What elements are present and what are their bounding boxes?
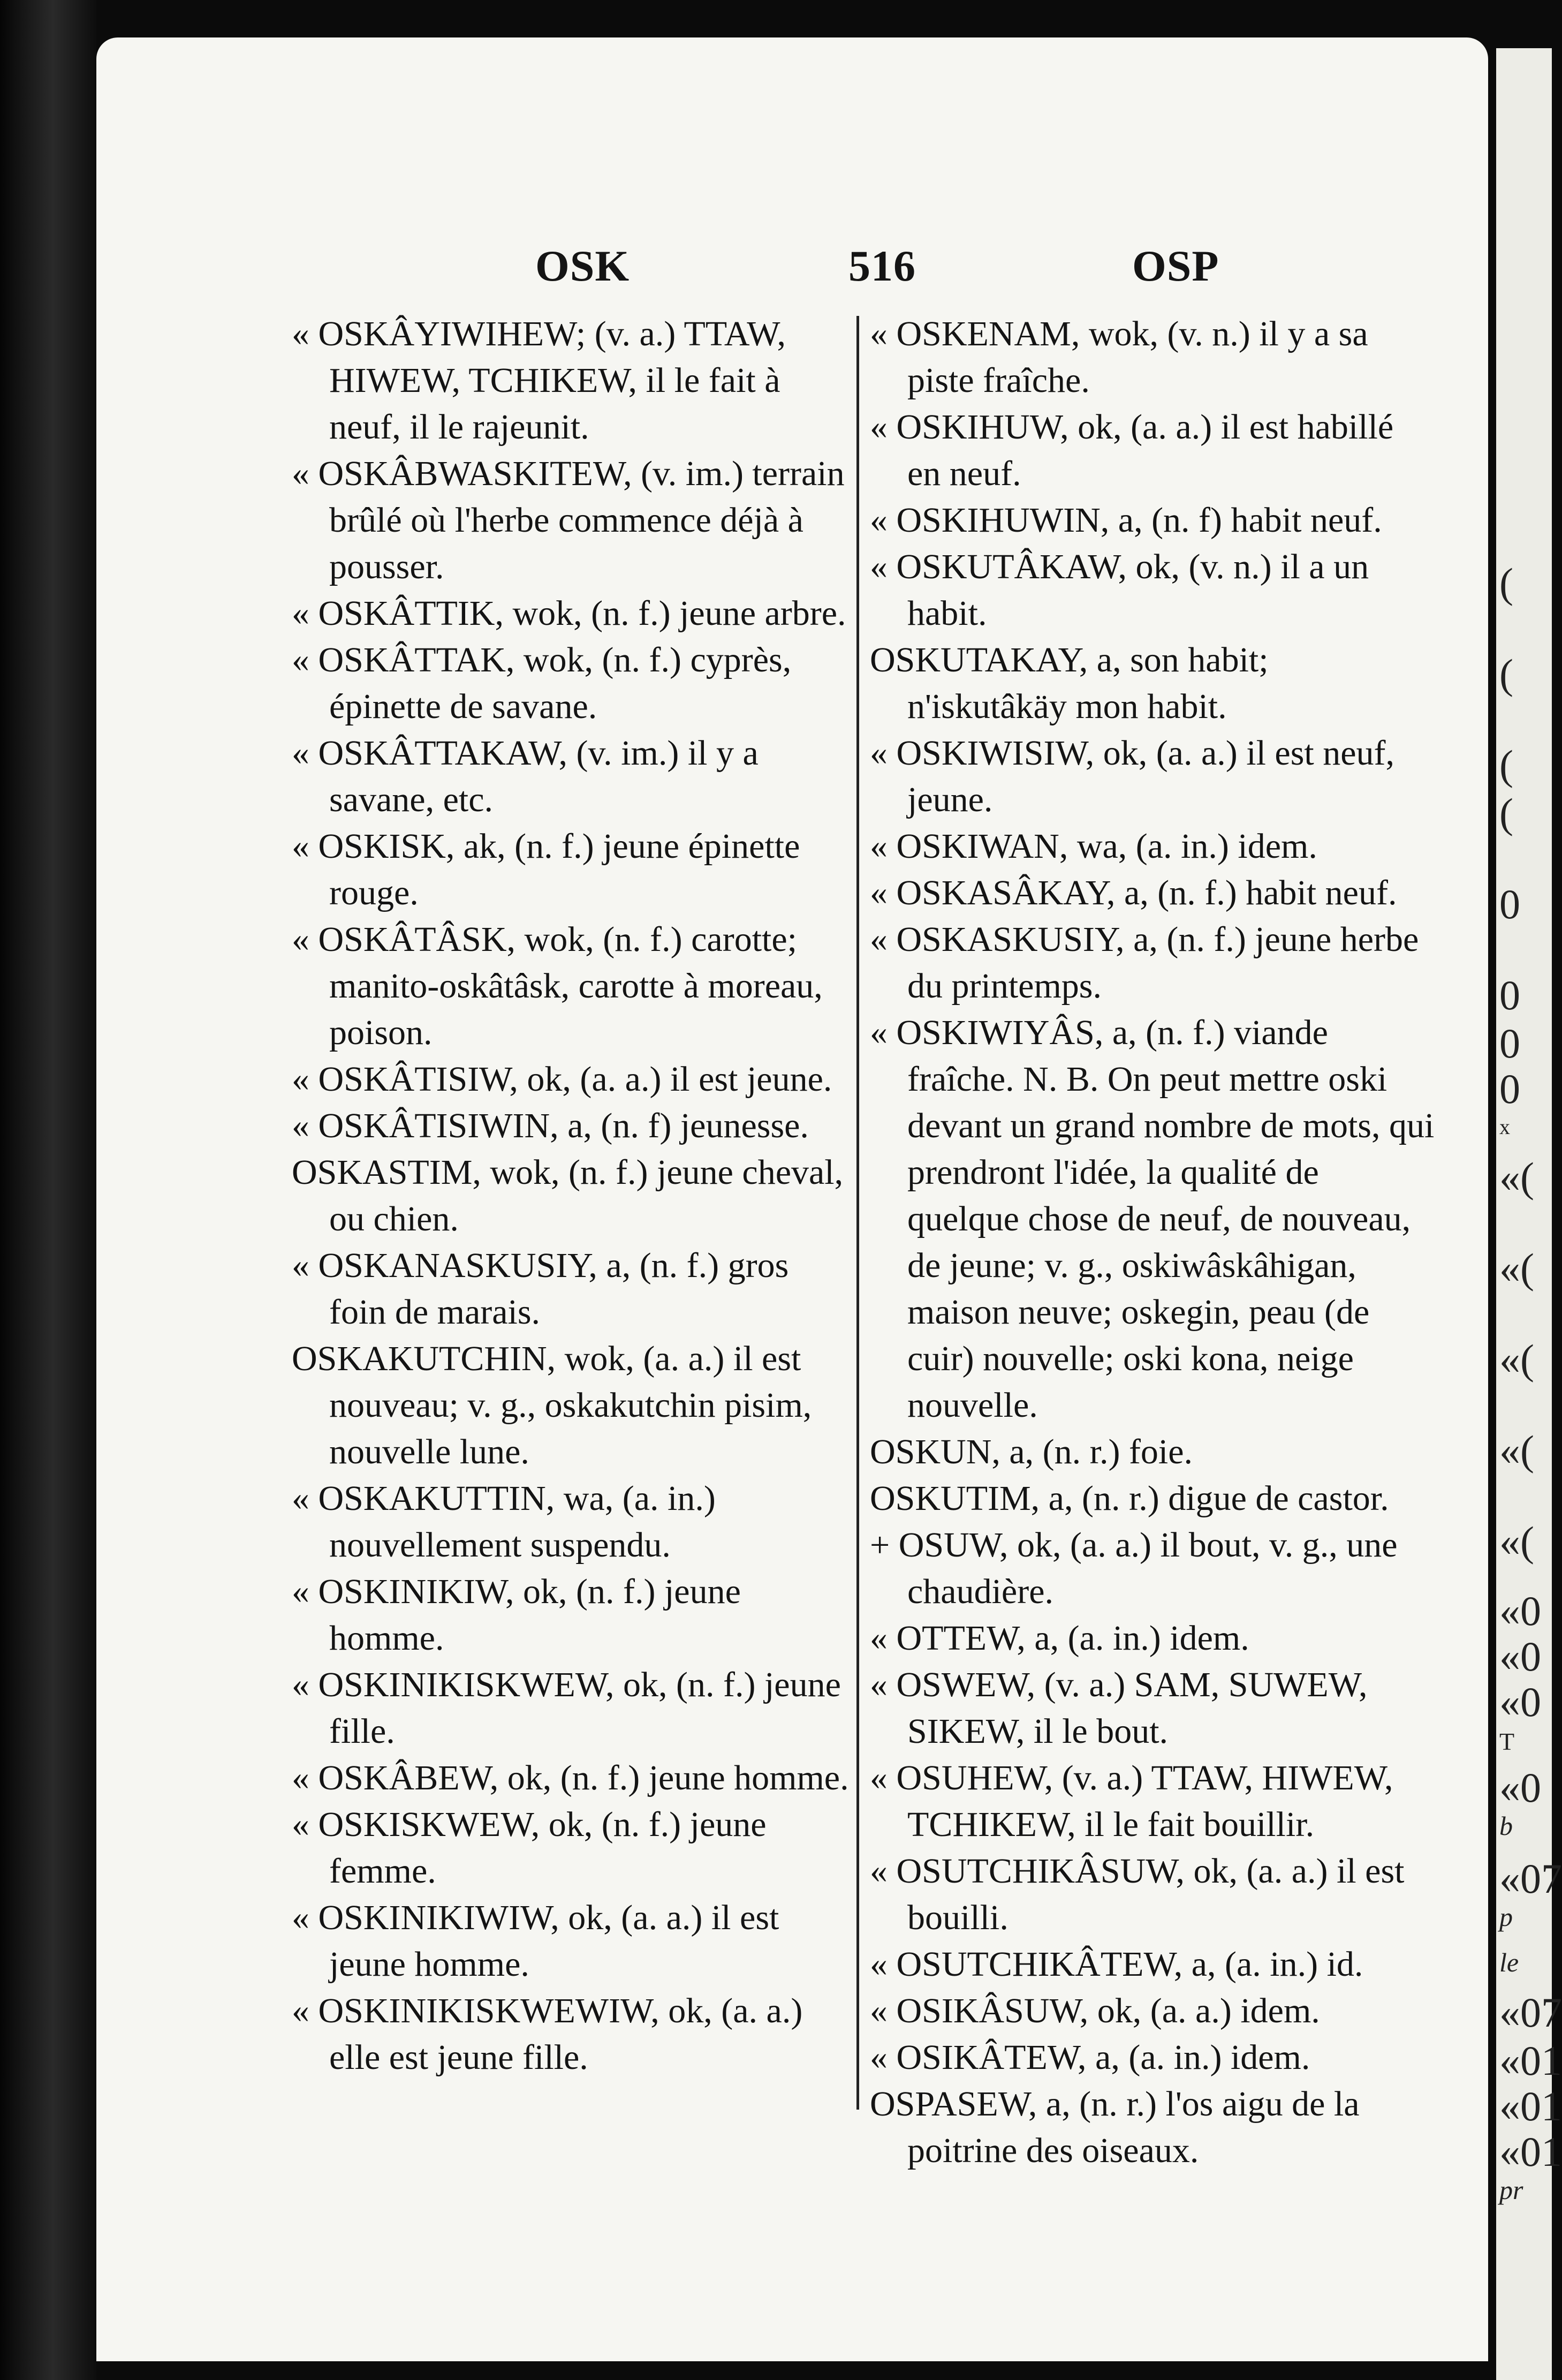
book-spine [0,0,96,2380]
dictionary-entry: « OSKANASKUSIY, a, (n. f.) gros foin de marais. [292,1246,789,1332]
next-page-fragment: «0 [1499,1764,1541,1811]
next-page-fragment: ( [1499,651,1513,697]
dictionary-entry: « OSIKÂSUW, ok, (a. a.) idem. [870,1991,1320,2030]
left-column [292,311,851,2081]
next-page-fragment: pr [1499,2175,1523,2205]
next-page-fragment: x [1499,1115,1510,1139]
next-page-fragment: «( [1499,1336,1534,1382]
dictionary-entry: « OSKIWAN, wa, (a. in.) idem. [870,827,1317,866]
next-page-fragment: «0 [1499,1679,1541,1725]
next-page-fragment: «0 [1499,1588,1541,1634]
next-page-fragment: le [1499,1947,1519,1977]
dictionary-entry: OSKASTIM, wok, (n. f.) jeune cheval, ou chien. [292,1153,844,1238]
dictionary-entry: OSKUN, a, (n. r.) foie. [870,1432,1193,1471]
dictionary-entry: « OSKIHUW, ok, (a. a.) il est habillé en neuf. [870,407,1394,493]
dictionary-entry: « OSKIWISIW, ok, (a. a.) il est neuf, jeune. [870,734,1395,819]
next-page-fragment: «01 [1499,2083,1562,2129]
next-page-fragment: «( [1499,1154,1534,1200]
dictionary-entry: « OSKÂTTAKAW, (v. im.) il y a savane, etc. [292,734,759,819]
dictionary-entry: « OSKÂBWASKITEW, (v. im.) terrain brûlé où l'herbe commence déjà à pousser. [292,454,845,586]
dictionary-entry: « OSKASKUSIY, a, (n. f.) jeune herbe du printemps. [870,920,1419,1006]
dictionary-entry: « OSUTCHIKÂTEW, a, (a. in.) id. [870,1945,1363,1984]
next-page-fragment: 0 [1499,1066,1520,1112]
column-divider [856,316,859,2110]
dictionary-entry: « OSKÂTTIK, wok, (n. f.) jeune arbre. [292,594,846,633]
dictionary-entry: OSKUTAKAY, a, son habit; n'iskutâkäy mon habit. [870,640,1269,726]
dictionary-entry: « OSKUTÂKAW, ok, (v. n.) il a un habit. [870,547,1369,633]
dictionary-entry: « OSWEW, (v. a.) SAM, SUWEW, SIKEW, il le bout. [870,1665,1368,1751]
dictionary-entry: « OSKASÂKAY, a, (n. f.) habit neuf. [870,873,1397,912]
next-page-fragment: ( [1499,560,1513,606]
dictionary-entry: « OSKINIKISKWEWIW, ok, (a. a.) elle est jeune fille. [292,1991,803,2077]
dictionary-entry: « OSKÂTÂSK, wok, (n. f.) carotte; manito-oskâtâsk, carotte à moreau, poison. [292,920,823,1052]
next-page-fragment: ( [1499,790,1513,836]
dictionary-entry: « OSKENAM, wok, (v. n.) il y a sa piste fraîche. [870,314,1368,400]
dictionary-entry: OSKAKUTCHIN, wok, (a. a.) il est nouveau; v. g., oskakutchin pisim, nouvelle lune. [292,1339,812,1471]
next-page-fragment: T [1499,1728,1515,1755]
dictionary-entry: « OSKIWIYÂS, a, (n. f.) viande fraîche. N. B. On peut mettre oski devant un grand nombre de mots, qui prendront l'idée, la qualité de quelque chose de neuf, de nouveau, de jeune; v. g., oskiwâskâhigan, maison neuve; oskegin, peau (de cuir) nouvelle; oski kona, neige nouvelle. [870,1013,1435,1425]
dictionary-entry: « OSKISKWEW, ok, (n. f.) jeune femme. [292,1805,767,1891]
running-head-right: OSP [1132,241,1219,290]
dictionary-entry: « OSKÂYIWIHEW; (v. a.) TTAW, HIWEW, TCHIKEW, il le fait à neuf, il le rajeunit. [292,314,786,447]
adjacent-page-edge [1496,48,1562,2380]
dictionary-entry: « OSUTCHIKÂSUW, ok, (a. a.) il est bouilli. [870,1852,1405,1937]
dictionary-entry: + OSUW, ok, (a. a.) il bout, v. g., une chaudière. [870,1525,1398,1611]
dictionary-entry: OSPASEW, a, (n. r.) l'os aigu de la poitrine des oiseaux. [870,2084,1360,2170]
dictionary-entry: « OSKINIKISKWEW, ok, (n. f.) jeune fille. [292,1665,841,1751]
next-page-fragment: 0 [1499,972,1520,1018]
dictionary-entry: « OSKÂTISIW, ok, (a. a.) il est jeune. [292,1060,832,1099]
dictionary-entry: « OSKIHUWIN, a, (n. f) habit neuf. [870,501,1382,540]
next-page-fragment: 0 [1499,881,1520,927]
dictionary-entry: « OSIKÂTEW, a, (a. in.) idem. [870,2038,1310,2077]
next-page-fragment: «0 [1499,1633,1541,1680]
dictionary-entry: « OSUHEW, (v. a.) TTAW, HIWEW, TCHIKEW, il le fait bouillir. [870,1758,1393,1844]
dictionary-entry: « OSKINIKIWIW, ok, (a. a.) il est jeune homme. [292,1898,779,1984]
next-page-fragment: «( [1499,1427,1534,1474]
next-page-fragment: «( [1499,1518,1534,1565]
next-page-fragment: b [1499,1811,1513,1841]
running-head-left: OSK [535,241,630,290]
dictionary-entry: « OTTEW, a, (a. in.) idem. [870,1619,1249,1658]
next-page-fragment: «07 [1499,1989,1562,2036]
dictionary-entry: « OSKÂBEW, ok, (n. f.) jeune homme. [292,1758,849,1797]
next-page-fragment: «01 [1499,2128,1562,2175]
next-page-fragment: «( [1499,1245,1534,1291]
page-number: 516 [848,241,916,290]
dictionary-entry: « OSKISK, ak, (n. f.) jeune épinette rouge. [292,827,800,912]
next-page-fragment: «01 [1499,2037,1562,2084]
dictionary-entry: « OSKÂTISIWIN, a, (n. f) jeunesse. [292,1106,809,1145]
next-page-fragment: 0 [1499,1020,1520,1067]
next-page-fragment: p [1499,1902,1513,1932]
right-column [870,311,1435,2174]
dictionary-entry: OSKUTIM, a, (n. r.) digue de castor. [870,1479,1389,1518]
dictionary-entry: « OSKAKUTTIN, wa, (a. in.) nouvellement suspendu. [292,1479,716,1565]
dictionary-entry: « OSKINIKIW, ok, (n. f.) jeune homme. [292,1572,741,1658]
dictionary-entry: « OSKÂTTAK, wok, (n. f.) cyprès, épinette de savane. [292,640,792,726]
next-page-fragment: «07 [1499,1855,1562,1902]
next-page-fragment: ( [1499,742,1513,788]
